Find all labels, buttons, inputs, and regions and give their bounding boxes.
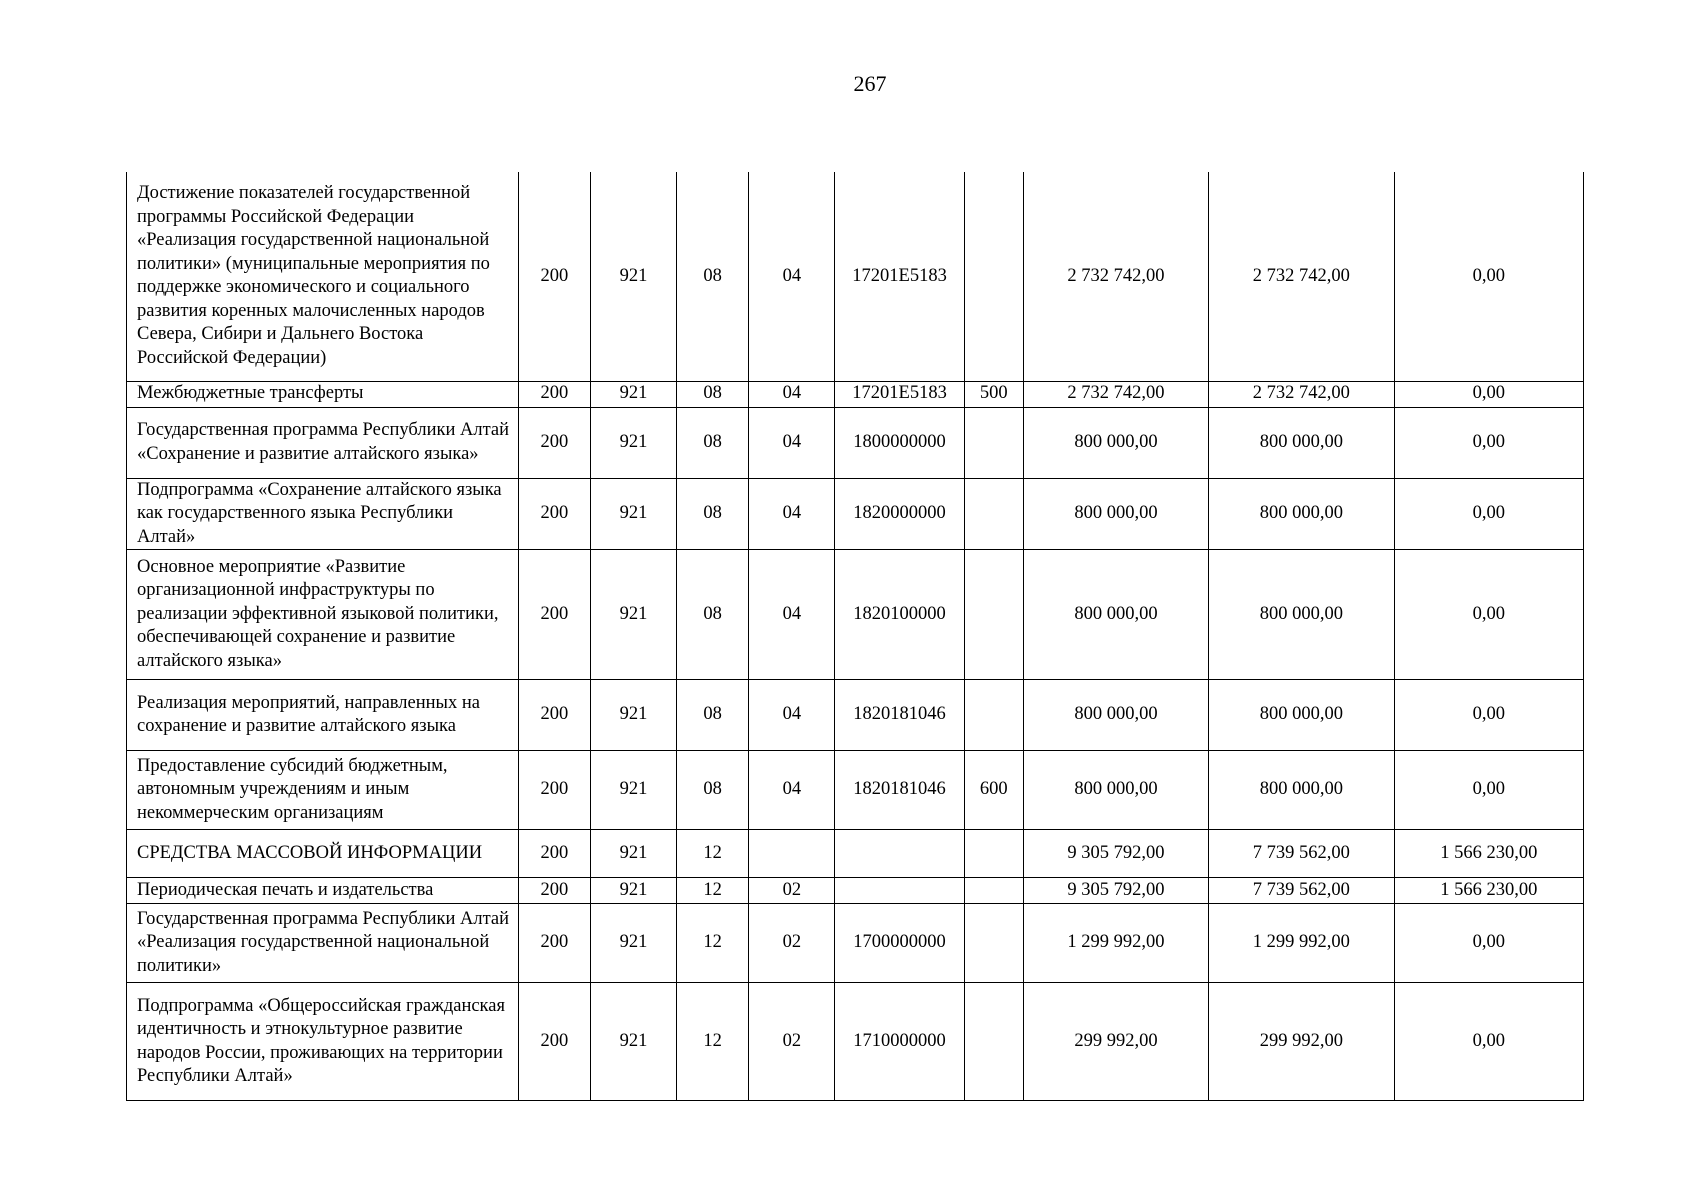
target-cell: 1700000000 (835, 904, 964, 983)
sum-cell: 9 305 792,00 (1023, 830, 1208, 878)
code-cell: 200 (518, 407, 590, 478)
target-cell: 17201E5183 (835, 381, 964, 407)
vr-cell: 600 (964, 751, 1023, 830)
section-cell: 08 (677, 751, 749, 830)
sum-cell: 800 000,00 (1023, 751, 1208, 830)
sum-fed-cell: 0,00 (1394, 478, 1583, 550)
target-cell: 1820000000 (835, 478, 964, 550)
row-name: Основное мероприятие «Развитие организационной инфраструктуры по реализации эффективной языковой политики, обеспечивающей сохранение и развитие алтайского языка» (127, 550, 519, 680)
section-cell: 08 (677, 407, 749, 478)
subsection-cell: 04 (749, 550, 835, 680)
table-row (127, 983, 1584, 1101)
target-cell (835, 878, 964, 904)
row-name: Государственная программа Республики Алтай «Сохранение и развитие алтайского языка» (127, 407, 519, 478)
vr-cell (964, 983, 1023, 1101)
target-cell: 1800000000 (835, 407, 964, 478)
section-cell: 12 (677, 878, 749, 904)
subsection-cell: 04 (749, 478, 835, 550)
row-name: Подпрограмма «Общероссийская гражданская идентичность и этнокультурное развитие народов России, проживающих на территории Республики Алтай» (127, 983, 519, 1101)
subsection-cell: 04 (749, 381, 835, 407)
sum-own-cell: 800 000,00 (1209, 478, 1394, 550)
section-cell: 08 (677, 680, 749, 751)
row-name: Подпрограмма «Сохранение алтайского языка как государственного языка Республики Алтай» (127, 478, 519, 550)
section-cell: 08 (677, 381, 749, 407)
grbs-cell: 921 (590, 983, 676, 1101)
row-name: СРЕДСТВА МАССОВОЙ ИНФОРМАЦИИ (127, 830, 519, 878)
sum-cell: 800 000,00 (1023, 680, 1208, 751)
row-name: Государственная программа Республики Алтай «Реализация государственной национальной политики» (127, 904, 519, 983)
vr-cell (964, 550, 1023, 680)
grbs-cell: 921 (590, 550, 676, 680)
row-name: Реализация мероприятий, направленных на сохранение и развитие алтайского языка (127, 680, 519, 751)
sum-fed-cell: 0,00 (1394, 751, 1583, 830)
sum-fed-cell: 0,00 (1394, 983, 1583, 1101)
section-cell: 12 (677, 904, 749, 983)
table-row (127, 751, 1584, 830)
page-number: 267 (853, 71, 887, 96)
grbs-cell: 921 (590, 904, 676, 983)
grbs-cell: 921 (590, 407, 676, 478)
sum-cell: 299 992,00 (1023, 983, 1208, 1101)
grbs-cell: 921 (590, 680, 676, 751)
target-cell: 17201E5183 (835, 172, 964, 381)
sum-fed-cell: 0,00 (1394, 904, 1583, 983)
subsection-cell: 02 (749, 983, 835, 1101)
code-cell: 200 (518, 904, 590, 983)
vr-cell (964, 478, 1023, 550)
sum-own-cell: 800 000,00 (1209, 550, 1394, 680)
sum-cell: 800 000,00 (1023, 478, 1208, 550)
code-cell: 200 (518, 680, 590, 751)
sum-own-cell: 800 000,00 (1209, 407, 1394, 478)
vr-cell (964, 878, 1023, 904)
table-row (127, 878, 1584, 904)
section-cell: 08 (677, 478, 749, 550)
table-row (127, 172, 1584, 381)
table-row (127, 407, 1584, 478)
section-cell: 12 (677, 983, 749, 1101)
code-cell: 200 (518, 550, 590, 680)
table-row (127, 550, 1584, 680)
sum-cell: 9 305 792,00 (1023, 878, 1208, 904)
code-cell: 200 (518, 830, 590, 878)
sum-fed-cell: 1 566 230,00 (1394, 878, 1583, 904)
sum-cell: 800 000,00 (1023, 550, 1208, 680)
sum-cell: 800 000,00 (1023, 407, 1208, 478)
vr-cell (964, 830, 1023, 878)
table-row (127, 680, 1584, 751)
sum-own-cell: 2 732 742,00 (1209, 172, 1394, 381)
vr-cell: 500 (964, 381, 1023, 407)
target-cell: 1820181046 (835, 751, 964, 830)
section-cell: 08 (677, 550, 749, 680)
sum-fed-cell: 0,00 (1394, 550, 1583, 680)
target-cell: 1820100000 (835, 550, 964, 680)
section-cell: 12 (677, 830, 749, 878)
table-row (127, 381, 1584, 407)
sum-fed-cell: 1 566 230,00 (1394, 830, 1583, 878)
target-cell (835, 830, 964, 878)
subsection-cell: 02 (749, 904, 835, 983)
target-cell: 1710000000 (835, 983, 964, 1101)
vr-cell (964, 680, 1023, 751)
sum-cell: 2 732 742,00 (1023, 381, 1208, 407)
sum-own-cell: 1 299 992,00 (1209, 904, 1394, 983)
vr-cell (964, 407, 1023, 478)
budget-table (126, 172, 1584, 1101)
sum-fed-cell: 0,00 (1394, 680, 1583, 751)
sum-fed-cell: 0,00 (1394, 407, 1583, 478)
sum-own-cell: 7 739 562,00 (1209, 878, 1394, 904)
sum-own-cell: 2 732 742,00 (1209, 381, 1394, 407)
subsection-cell: 04 (749, 407, 835, 478)
code-cell: 200 (518, 878, 590, 904)
grbs-cell: 921 (590, 751, 676, 830)
sum-fed-cell: 0,00 (1394, 381, 1583, 407)
sum-cell: 1 299 992,00 (1023, 904, 1208, 983)
sum-own-cell: 800 000,00 (1209, 680, 1394, 751)
table-row (127, 478, 1584, 550)
grbs-cell: 921 (590, 172, 676, 381)
grbs-cell: 921 (590, 381, 676, 407)
grbs-cell: 921 (590, 478, 676, 550)
row-name: Достижение показателей государственной программы Российской Федерации «Реализация государственной национальной политики» (муниципальные мероприятия по поддержке экономического и социального развития коренных малочисленных народов Севера, Сибири и Дальнего Востока Российской Федерации) (127, 172, 519, 381)
subsection-cell (749, 830, 835, 878)
vr-cell (964, 904, 1023, 983)
grbs-cell: 921 (590, 830, 676, 878)
table-row (127, 830, 1584, 878)
code-cell: 200 (518, 983, 590, 1101)
sum-own-cell: 299 992,00 (1209, 983, 1394, 1101)
sum-cell: 2 732 742,00 (1023, 172, 1208, 381)
subsection-cell: 04 (749, 680, 835, 751)
vr-cell (964, 172, 1023, 381)
row-name: Предоставление субсидий бюджетным, автономным учреждениям и иным некоммерческим организациям (127, 751, 519, 830)
sum-own-cell: 7 739 562,00 (1209, 830, 1394, 878)
target-cell: 1820181046 (835, 680, 964, 751)
subsection-cell: 04 (749, 751, 835, 830)
section-cell: 08 (677, 172, 749, 381)
sum-own-cell: 800 000,00 (1209, 751, 1394, 830)
subsection-cell: 04 (749, 172, 835, 381)
table-row (127, 904, 1584, 983)
row-name: Межбюджетные трансферты (127, 381, 519, 407)
code-cell: 200 (518, 172, 590, 381)
subsection-cell: 02 (749, 878, 835, 904)
code-cell: 200 (518, 478, 590, 550)
row-name: Периодическая печать и издательства (127, 878, 519, 904)
sum-fed-cell: 0,00 (1394, 172, 1583, 381)
code-cell: 200 (518, 751, 590, 830)
code-cell: 200 (518, 381, 590, 407)
grbs-cell: 921 (590, 878, 676, 904)
